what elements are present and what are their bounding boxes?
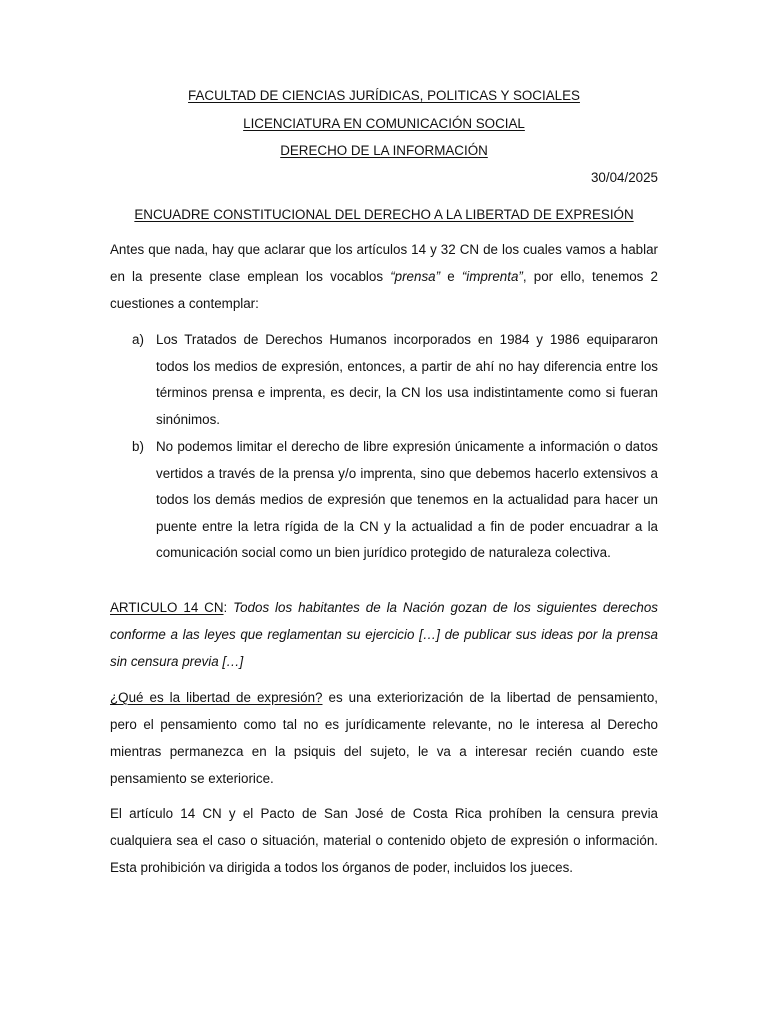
closing-paragraph: El artículo 14 CN y el Pacto de San José de Costa Rica prohíben la censura previa cualquiera sea el caso o situación, material o contenido objeto de expresión o información. Esta prohibición va dirigida a todos los órganos de poder, incluidos los jueces.: [110, 806, 658, 875]
list-item-text: Los Tratados de Derechos Humanos incorporados en 1984 y 1986 equipararon todos los medios de expresión, entonces, a partir de ahí no hay diferencia entre los términos prensa e imprenta, es decir, la CN los usa indistintamente como si fueran sinónimos.: [156, 332, 658, 427]
question-paragraph: [110, 684, 658, 792]
intro-text-3: , por ello, tenemos 2 cuestiones a contemplar:: [110, 269, 658, 311]
intro-text-1: Antes que nada, hay que aclarar que los artículos 14 y 32 CN de los cuales vamos a hablar en la presente clase emplean los vocablos: [110, 242, 658, 284]
list-item-text: No podemos limitar el derecho de libre expresión únicamente a información o datos vertidos a través de la prensa y/o imprenta, sino que debemos hacerlo extensivos a todos los demás medios de expresión que tenemos en la actualidad para hacer un puente entre la letra rígida de la CN y la actualidad a fin de poder encuadrar a la comunicación social como un bien jurídico protegido de naturaleza colectiva.: [156, 439, 658, 561]
course-heading: DERECHO DE LA INFORMACIÓN: [280, 143, 488, 158]
list-marker: a): [132, 332, 144, 347]
question-text: es una exteriorización de la libertad de pensamiento, pero el pensamiento como tal no es jurídicamente relevante, no le interesa al Derecho mientras permanezca en la psiquis del sujeto, le va a interesar recién cuando este pensamiento se exteriorice.: [110, 690, 659, 786]
list-item-b: [132, 434, 658, 567]
question-label: ¿Qué es la libertad de expresión: [110, 690, 316, 705]
article-label: ARTICULO 14 CN: [110, 600, 224, 615]
article-14-paragraph: [110, 594, 658, 675]
list-item-a: [132, 327, 658, 433]
faculty-heading: FACULTAD DE CIENCIAS JURÍDICAS, POLITICAS Y SOCIALES: [188, 88, 580, 103]
intro-prensa: “prensa”: [390, 269, 441, 284]
article-quote: Todos los habitantes de la Nación gozan de los siguientes derechos conforme a las leyes que reglamentan su ejercicio […] de publicar sus ideas por la prensa sin censura previa […]: [110, 600, 658, 669]
document-date: 30/04/2025: [590, 170, 658, 185]
intro-paragraph: [110, 236, 658, 317]
question-mark: ?: [315, 690, 323, 705]
list-marker: b): [132, 439, 144, 454]
degree-heading: LICENCIATURA EN COMUNICACIÓN SOCIAL: [243, 116, 525, 131]
document-title: ENCUADRE CONSTITUCIONAL DEL DERECHO A LA LIBERTAD DE EXPRESIÓN: [134, 207, 634, 222]
intro-imprenta: “imprenta”: [461, 269, 523, 284]
article-colon: :: [223, 600, 234, 615]
intro-text-2: e: [440, 269, 462, 284]
